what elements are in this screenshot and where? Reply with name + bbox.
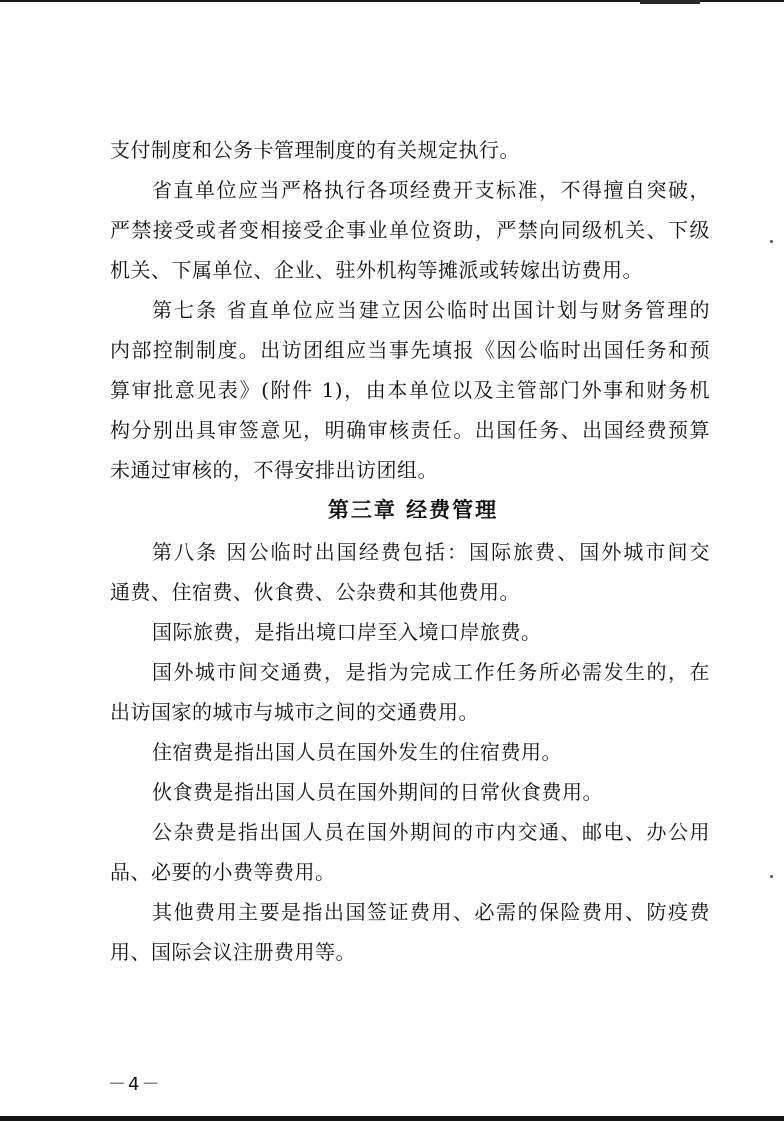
text-line: 第八条 因公临时出国经费包括：国际旅费、国外城市间交	[152, 540, 710, 564]
scan-top-mark	[640, 0, 700, 4]
text-line: 省直单位应当严格执行各项经费开支标准，不得擅自突破，	[152, 178, 710, 202]
text-line: 严禁接受或者变相接受企事业单位资助，严禁向同级机关、下级	[110, 218, 710, 242]
text-line: 支付制度和公务卡管理制度的有关规定执行。	[110, 138, 520, 162]
text-line: 国际旅费，是指出境口岸至入境口岸旅费。	[152, 620, 542, 644]
text-line: 品、必要的小费等费用。	[110, 860, 336, 884]
text-line: 机关、下属单位、企业、驻外机构等摊派或转嫁出访费用。	[110, 258, 643, 282]
text-line: 未通过审核的，不得安排出访团组。	[110, 458, 438, 482]
text-line: 其他费用主要是指出国签证费用、必需的保险费用、防疫费	[152, 900, 710, 924]
scan-bottom-edge	[0, 1116, 784, 1121]
text-line: 公杂费是指出国人员在国外期间的市内交通、邮电、办公用	[152, 820, 710, 844]
text-line: 构分别出具审签意见，明确审核责任。出国任务、出国经费预算	[110, 418, 710, 442]
scan-speck	[770, 875, 773, 878]
text-line: 通费、住宿费、伙食费、公杂费和其他费用。	[110, 580, 520, 604]
text-line: 住宿费是指出国人员在国外发生的住宿费用。	[152, 740, 562, 764]
scan-speck	[770, 240, 773, 243]
text-line: 国外城市间交通费，是指为完成工作任务所必需发生的，在	[152, 660, 710, 684]
text-line: 第七条 省直单位应当建立因公临时出国计划与财务管理的	[152, 298, 710, 322]
text-line: 算审批意见表》(附件 1)，由本单位以及主管部门外事和财务机	[110, 378, 710, 402]
chapter-heading: 第三章 经费管理	[327, 498, 499, 522]
text-line: 伙食费是指出国人员在国外期间的日常伙食费用。	[152, 780, 603, 804]
text-line: 用、国际会议注册费用等。	[110, 940, 356, 964]
text-line: 出访国家的城市与城市之间的交通费用。	[110, 700, 479, 724]
document-body	[110, 130, 710, 972]
text-line: 内部控制制度。出访团组应当事先填报《因公临时出国任务和预	[110, 338, 710, 362]
page-number: －4－	[108, 1074, 162, 1095]
